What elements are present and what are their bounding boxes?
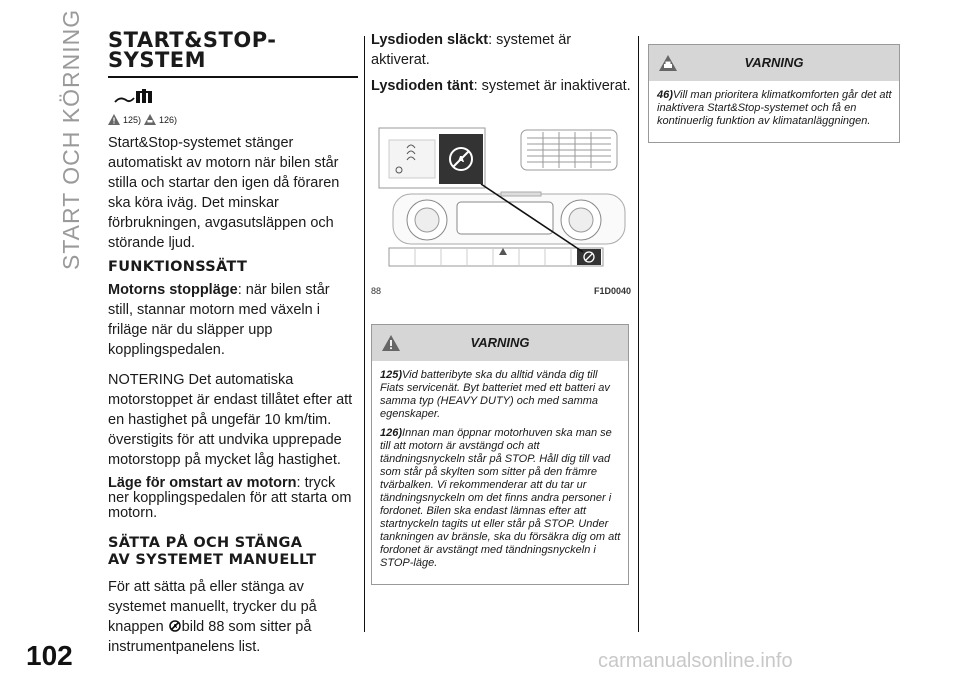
start-stop-button-icon xyxy=(168,619,182,633)
warning-125-text: Vid batteribyte ska du alltid vända dig till Fiats servicenät. Byt batteriet med ett batteri av samma typ (HEAVY DUTY) och med samma egenskaper. xyxy=(380,369,610,420)
fuel-saving-symbol-icon xyxy=(112,86,358,110)
column-2 xyxy=(371,30,631,585)
dashboard-figure xyxy=(371,124,629,284)
title-rule xyxy=(108,76,358,78)
svg-text:A: A xyxy=(457,155,465,164)
column-divider-1 xyxy=(364,36,365,632)
manual-heading-line2: AV SYSTEMET MANUELLT xyxy=(108,552,317,568)
page-number: 102 xyxy=(26,640,73,671)
intro-paragraph: Start&Stop-systemet stänger automatiskt av motorn när bilen står stilla och startar den igen då föraren ska köra iväg. Det minskar förbrukningen, avgasutsläppen och störande ljud. xyxy=(108,135,340,251)
warning-126-number: 126) xyxy=(380,427,403,439)
manual-text-part2: bild 88 som sitter på instrumentpanelens list. xyxy=(108,619,312,655)
section-title xyxy=(108,30,358,70)
section-title-line1: START&STOP- xyxy=(108,28,277,52)
warning-125 xyxy=(380,369,622,421)
led-off-paragraph xyxy=(371,30,631,70)
manual-paragraph xyxy=(108,577,358,657)
warning-box-46 xyxy=(648,44,900,143)
car-warning-triangle-icon xyxy=(144,114,156,125)
warning-125-number: 125) xyxy=(380,369,403,381)
warning-46-number: 46) xyxy=(657,89,673,101)
warning-box-125-126 xyxy=(371,324,629,585)
warning-ref-126: 126) xyxy=(159,114,178,125)
column-1 xyxy=(108,30,358,663)
led-off-text: : systemet är aktiverat. xyxy=(371,32,572,68)
figure-caption xyxy=(371,286,631,296)
column-divider-2 xyxy=(638,36,639,632)
warning-body xyxy=(649,81,899,142)
led-on-label: Lysdioden tänt xyxy=(371,78,474,94)
dashboard-illustration xyxy=(371,124,629,284)
warning-title: VARNING xyxy=(744,55,804,70)
warning-body xyxy=(372,361,628,584)
warning-46-text: Vill man prioritera klimatkomforten går det att inaktivera Start&Stop-systemet och få en kontinuerlig funktion av klimatanläggningen. xyxy=(657,89,892,127)
stop-mode-label: Motorns stoppläge xyxy=(108,282,238,298)
warning-header xyxy=(649,45,899,81)
led-on-paragraph xyxy=(371,76,631,96)
led-off-label: Lysdioden släckt xyxy=(371,32,489,48)
warning-header xyxy=(372,325,628,361)
note-paragraph: NOTERING Det automatiska motorstoppet är endast tillåtet efter att en hastighet på ungefär 10 km/tim. överstigits för att undvika upprepade motorstopp på mycket låg hastighet. xyxy=(108,372,353,468)
restart-paragraph xyxy=(108,476,358,521)
figure-number: 88 xyxy=(371,286,382,296)
warning-triangle-icon xyxy=(108,114,120,125)
functions-heading: FUNKTIONSSÄTT xyxy=(108,259,248,275)
svg-text:A: A xyxy=(172,624,177,630)
warning-ref-125: 125) xyxy=(123,114,142,125)
manual-heading xyxy=(108,535,358,569)
section-side-title: START OCH KÖRNING xyxy=(58,8,84,270)
car-warning-triangle-icon xyxy=(659,55,677,71)
warning-triangle-icon xyxy=(382,335,400,351)
stop-mode-paragraph xyxy=(108,280,358,360)
column-3 xyxy=(648,44,900,143)
led-on-text: : systemet är inaktiverat. xyxy=(473,78,631,94)
warning-126 xyxy=(380,427,622,570)
warning-title: VARNING xyxy=(470,335,530,350)
warning-46 xyxy=(657,89,893,128)
watermark: carmanualsonline.info xyxy=(598,650,793,672)
restart-label: Läge för omstart av motorn xyxy=(108,475,297,491)
figure-code: F1D0040 xyxy=(593,286,631,296)
restart-text: : tryck ner kopplingspedalen för att starta om motorn. xyxy=(108,475,352,521)
manual-heading-line1: SÄTTA PÅ OCH STÄNGA xyxy=(108,535,303,551)
warning-126-text: Innan man öppnar motorhuven ska man se till att motorn är avstängd och att tändningsnyckeln står på STOP. Håll dig till vad som står på skylten som sitter på den främre tvärbalken. Vi rekommenderar att du tar ur tändningsnyckeln om det finns andra personer i fordonet. Bilen ska endast lämnas efter att startnyckeln tagits ut eller står på STOP. Under tankningen av bränsle, ska du försäkra dig om att fordonet är avstängt med tändningsnyckeln i STOP-läge. xyxy=(380,427,621,569)
warning-references xyxy=(108,114,358,125)
manual-text-part1: För att sätta på eller stänga av systemet manuellt, trycker du på knappen xyxy=(108,579,317,635)
stop-mode-text: : när bilen står still, stannar motorn med växeln i friläge när du släpper upp kopplingspedalen. xyxy=(108,282,330,358)
section-title-line2: SYSTEM xyxy=(108,48,207,72)
